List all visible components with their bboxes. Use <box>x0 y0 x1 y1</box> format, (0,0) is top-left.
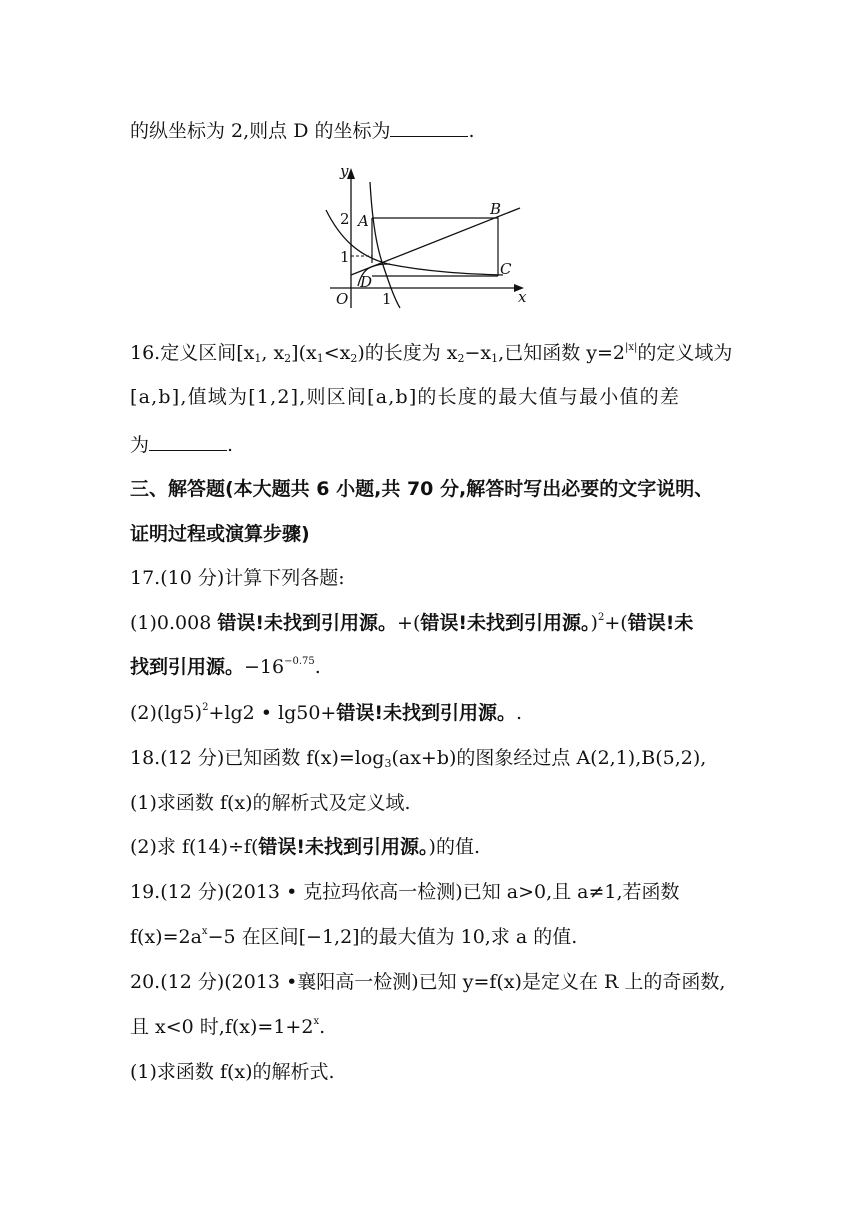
line-q16-2: [a,b],值域为[1,2],则区间[a,b]的长度的最大值与最小值的差 <box>130 386 681 408</box>
label-point-c: C <box>500 260 512 278</box>
line-q16-1: 16.定义区间[$x_1$, $x_2](x_1<x_2)$的长度为 $x_2-x_1$,已知函数 $y=2^{|x|}$的定义域为 <box>130 342 733 365</box>
line-q20-2: 且 x<0 时$,f(x)=1+2^x$. <box>130 1016 326 1038</box>
section-3-heading-2: 证明过程或演算步骤) <box>130 523 310 545</box>
label-x-axis: x <box>518 288 527 306</box>
line-q15-end: 的纵坐标为 2,则点 D 的坐标为 . <box>130 120 475 142</box>
label-point-b: B <box>490 200 502 218</box>
line-q18: 18.(12 分)已知函数 $f(x)=\log_3(ax+b)$的图象经过点 A(2,1),B(5,2), <box>130 747 707 770</box>
line-q19-1: 19.(12 分)(2013 • 克拉玛依高一检测)已知 a>0,且 a≠1,若函数 <box>130 881 680 903</box>
tick-y-1: 1 <box>340 248 350 266</box>
rect-abc <box>372 218 498 276</box>
line-q16-3: 为 . <box>130 434 234 456</box>
line-q17-1: (1)0.008 错误!未找到引用源。+(错误!未找到引用源。)$^2$+(错误!未 <box>130 612 694 634</box>
line-q18-1: (1)求函数 f(x)的解析式及定义域. <box>130 792 411 814</box>
section-3-heading-1: 三、解答题(本大题共 6 小题,共 70 分,解答时写出必要的文字说明、 <box>130 478 714 500</box>
line-q18-2: (2)求 f(14)÷f(错误!未找到引用源。)的值. <box>130 836 480 858</box>
line-q20-3: (1)求函数 f(x)的解析式. <box>130 1061 335 1083</box>
line-q17: 17.(10 分)计算下列各题: <box>130 567 345 589</box>
tick-y-2: 2 <box>340 210 350 228</box>
label-y-axis: y <box>340 162 349 180</box>
decay-curve <box>326 210 503 275</box>
answer-blank-q15[interactable] <box>390 120 468 137</box>
line-q17-3: $(2)(\lg 5)^2+\lg 2$ • lg50+错误!未找到引用源。. <box>130 702 523 724</box>
label-point-d: D <box>360 273 373 291</box>
answer-blank-q16[interactable] <box>149 434 227 451</box>
tick-x-1: 1 <box>382 290 392 308</box>
line-q17-2: 找到引用源。$-16^{-0.75}$. <box>130 656 321 678</box>
function-graph <box>318 158 538 310</box>
line-q20-1: 20.(12 分)(2013 •襄阳高一检测)已知 y=f(x)是定义在 R 上的奇函数, <box>130 971 726 993</box>
line-q19-2: $f(x)=2a^x-5$ 在区间[−1,2]的最大值为 10,求 a 的值. <box>130 926 578 948</box>
label-origin: O <box>336 290 349 308</box>
label-point-a: A <box>358 212 369 230</box>
